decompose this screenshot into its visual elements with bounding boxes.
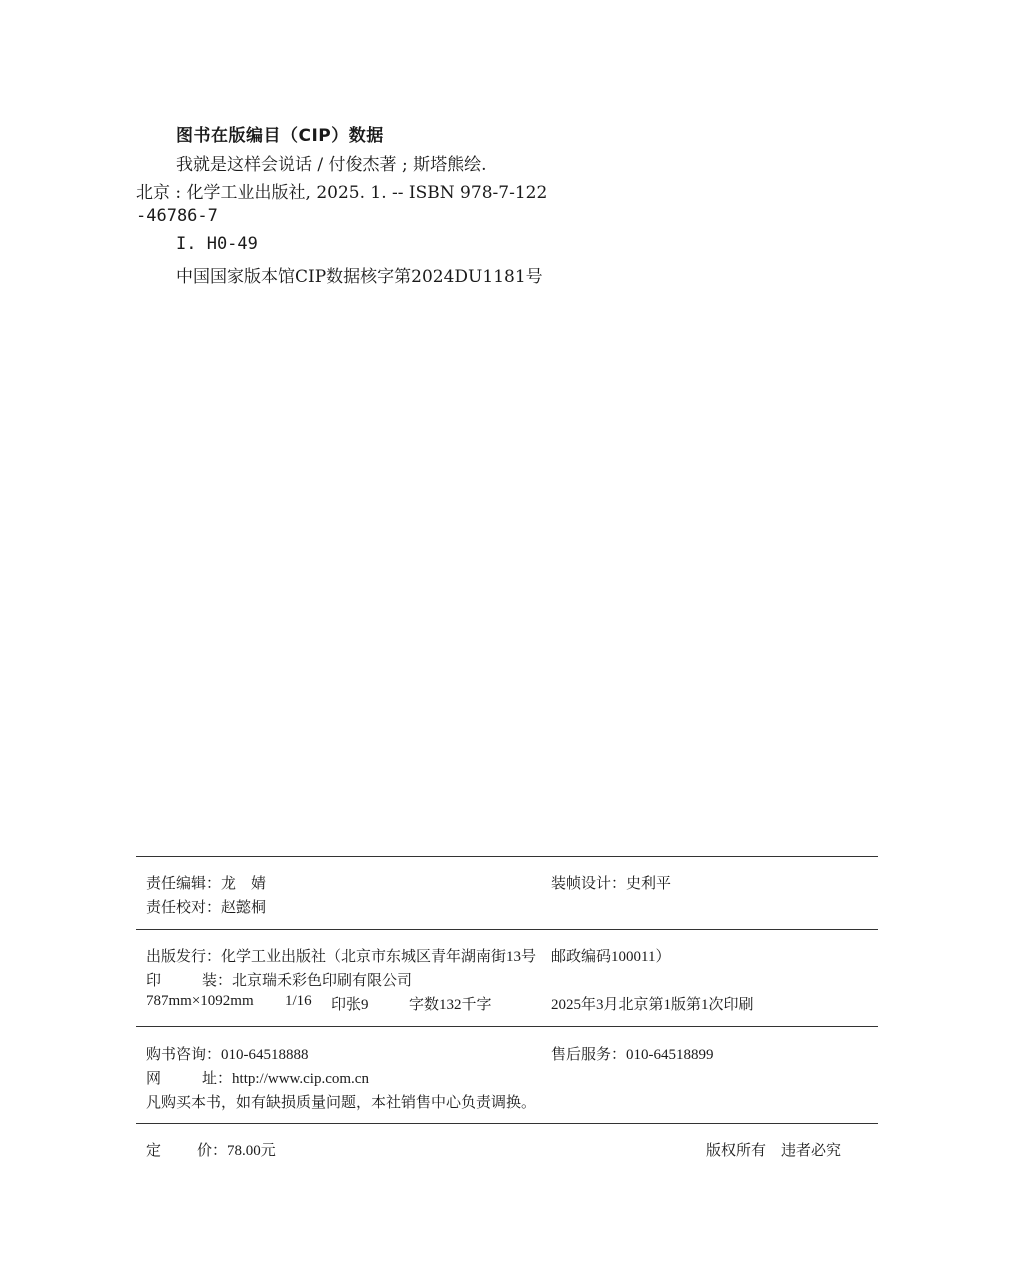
copyright-notice: 版权所有 违者必究 — [706, 1143, 842, 1159]
cip-book-title-line: 我就是这样会说话 / 付俊杰著 ; 斯塔熊绘. — [176, 155, 487, 175]
divider — [136, 929, 878, 930]
fold-value: 1/16 — [285, 993, 312, 1009]
words-value: 字数132千字 — [409, 997, 492, 1013]
quality-notice: 凡购买本书，如有缺损质量问题，本社销售中心负责调换。 — [146, 1095, 537, 1111]
cip-publisher-line: 北京 : 化学工业出版社, 2025. 1. -- ISBN 978-7-122 — [136, 183, 548, 203]
cip-classification: I. H0-49 — [176, 234, 258, 254]
website-label-2: 址： — [202, 1071, 233, 1087]
cip-isbn-continuation: -46786-7 — [136, 206, 218, 226]
price-row — [146, 1139, 276, 1160]
proofreader-name: 赵懿桐 — [221, 900, 267, 916]
publisher-label: 出版发行： — [146, 949, 222, 965]
purchase-row — [146, 1043, 309, 1064]
website-url: http://www.cip.com.cn — [232, 1071, 369, 1087]
website-label-1: 网 — [146, 1071, 162, 1087]
purchase-label: 购书咨询： — [146, 1047, 222, 1063]
divider — [136, 1123, 878, 1124]
printer-row — [146, 969, 412, 990]
price-value: 78.00元 — [227, 1143, 276, 1159]
purchase-phone: 010-64518888 — [221, 1047, 309, 1063]
printer-value: 北京瑞禾彩色印刷有限公司 — [232, 973, 413, 989]
designer-name: 史利平 — [626, 876, 672, 892]
cip-title: 图书在版编目（CIP）数据 — [176, 126, 384, 146]
edition-value: 2025年3月北京第1版第1次印刷 — [551, 997, 754, 1013]
designer-credit — [551, 872, 671, 893]
divider — [136, 856, 878, 857]
format-row — [146, 993, 254, 1010]
price-label-1: 定 — [146, 1143, 162, 1159]
sheets-value: 印张9 — [331, 997, 369, 1013]
service-phone: 010-64518899 — [626, 1047, 714, 1063]
proofreader-credit — [146, 896, 266, 917]
publisher-row — [146, 945, 670, 966]
service-label: 售后服务： — [551, 1047, 627, 1063]
divider — [136, 1026, 878, 1027]
printer-label-1: 印 — [146, 973, 162, 989]
editor-name: 龙 婧 — [221, 876, 267, 892]
service-row — [551, 1043, 714, 1064]
website-row — [146, 1067, 369, 1088]
editor-credit — [146, 872, 266, 893]
proofreader-label: 责任校对： — [146, 900, 222, 916]
publisher-value: 化学工业出版社（北京市东城区青年湖南街13号 邮政编码100011） — [221, 949, 671, 965]
printer-label-2: 装： — [202, 973, 233, 989]
format-value: 787mm×1092mm — [146, 993, 254, 1009]
cip-record-number: 中国国家版本馆CIP数据核字第2024DU1181号 — [176, 267, 543, 287]
price-label-2: 价： — [197, 1143, 228, 1159]
editor-label: 责任编辑： — [146, 876, 222, 892]
designer-label: 装帧设计： — [551, 876, 627, 892]
